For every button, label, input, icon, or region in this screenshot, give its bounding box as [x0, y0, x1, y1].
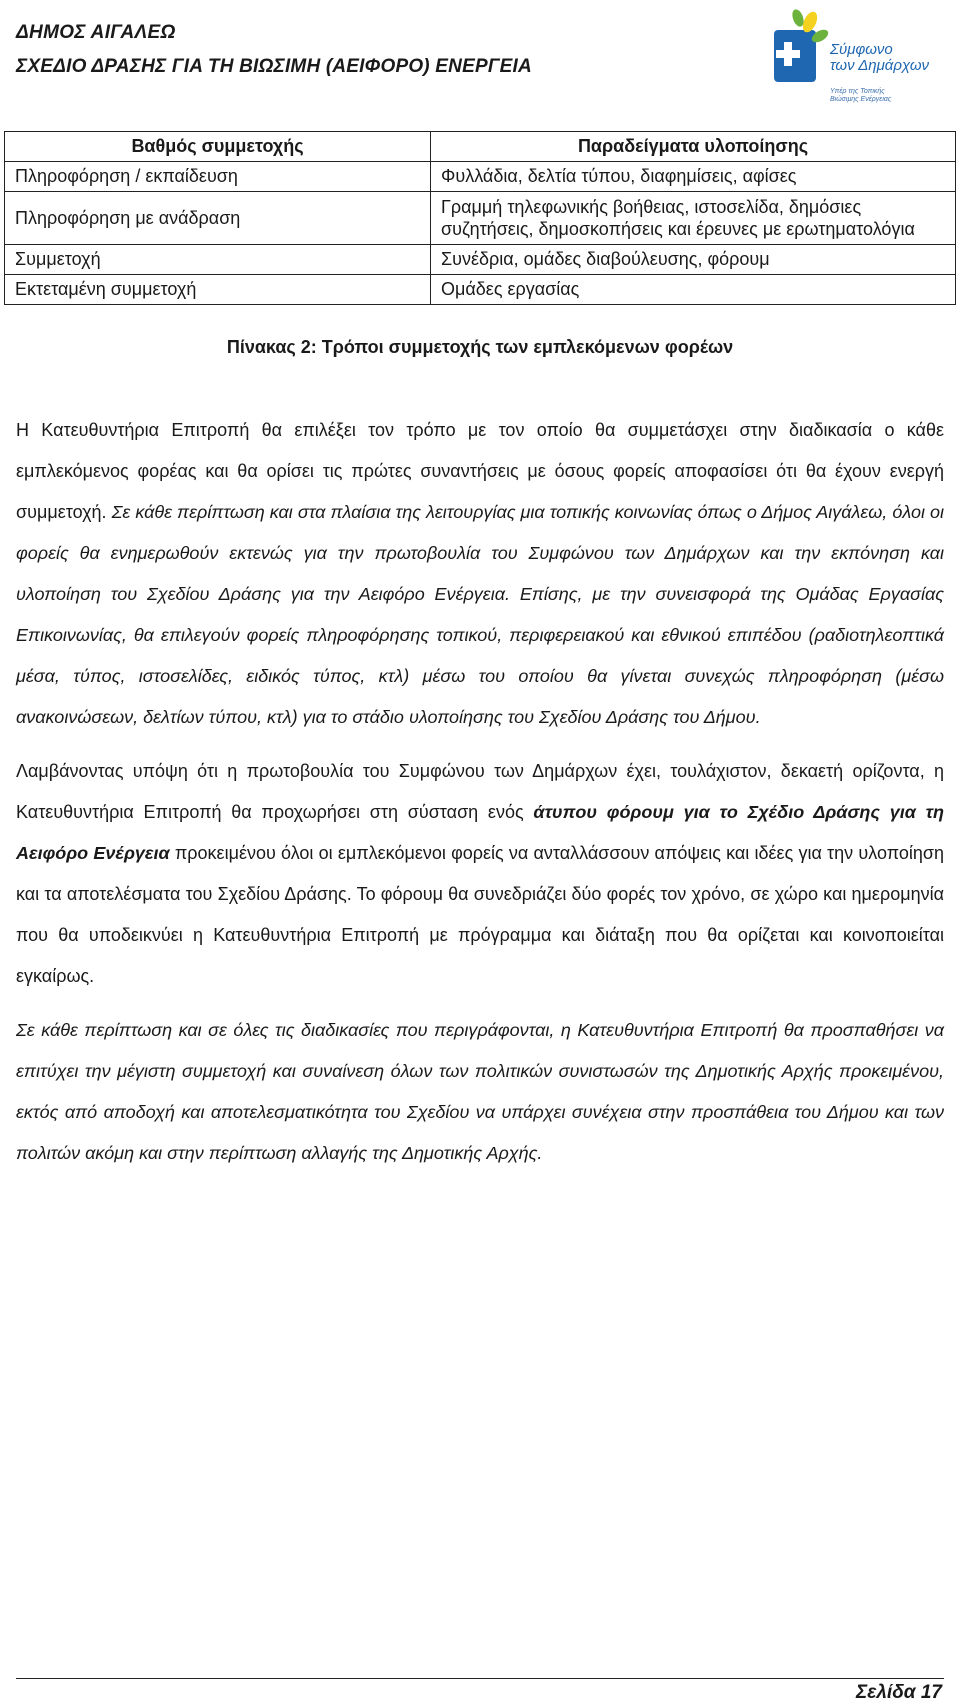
table-row [5, 192, 956, 245]
table-header-row [5, 132, 956, 162]
paragraph-text: Η Κατευθυντήρια Επιτροπή θα επιλέξει τον τρόπο με τον οποίο θα συμμετάσχει στην διαδικασία ο κάθε εμπλεκόμενος φορέας και θα ορίσει τις πρώτες συναντήσεις με όσους φορείς αποφασίσει ότι θα έχουν ενεργή συμμετοχή. [16, 420, 944, 522]
table-caption: Πίνακας 2: Τρόποι συμμετοχής των εμπλεκόμενων φορέων [226, 337, 734, 357]
table-row [5, 162, 956, 192]
table-cell: Ομάδες εργασίας [431, 275, 956, 305]
table-header-cell: Παραδείγματα υλοποίησης [431, 132, 956, 162]
logo-tagline-line2: Βιώσιμης Ενέργειας [830, 96, 892, 103]
document-title: ΣΧΕΔΙΟ ΔΡΑΣΗΣ ΓΙΑ ΤΗ ΒΙΩΣΙΜΗ (ΑΕΙΦΟΡΟ) ΕΝΕΡΓΕΙΑ [16, 56, 532, 77]
table-header-cell: Βαθμός συμμετοχής [5, 132, 431, 162]
paragraph: Σε κάθε περίπτωση και σε όλες τις διαδικασίες που περιγράφονται, η Κατευθυντήρια Επιτροπή θα προσπαθήσει να επιτύχει την μέγιστη συμμετοχή και συναίνεση όλων των πολιτικών συνιστωσών της Δημοτικής Αρχής προκειμένου, εκτός από αποδοχή και αποτελεσματικότητα του Σχεδίου να υπάρχει συνέχεια στην προσπάθεια του Δήμου και των πολιτών ακόμη και στην περίπτωση αλλαγής της Δημοτικής Αρχής. [16, 1020, 944, 1163]
municipality-name: ΔΗΜΟΣ ΑΙΓΑΛΕΩ [16, 22, 176, 43]
table-cell: Πληροφόρηση με ανάδραση [5, 192, 431, 245]
paragraph-text: προκειμένου όλοι οι εμπλεκόμενοι φορείς να ανταλλάσσουν απόψεις και ιδέες για την υλοποίηση και τα αποτελέσματα του Σχεδίου Δράσης. Το φόρουμ θα συνεδριάζει δύο φορές τον χρόνο, σε χώρο και ημερομηνία που θα υποδεικνύει η Κατευθυντήρια Επιτροπή με πρόγραμμα και διάταξη που θα ορίζεται και κοινοποιείται εγκαίρως. [16, 843, 944, 986]
table-cell: Φυλλάδια, δελτία τύπου, διαφημίσεις, αφίσες [431, 162, 956, 192]
table-cell: Συμμετοχή [5, 245, 431, 275]
logo-name-line1: Σύμφωνο [830, 41, 893, 58]
logo-tagline-line1: Υπέρ της Τοπικής [830, 88, 885, 95]
paragraph [16, 410, 944, 738]
covenant-of-mayors-logo [770, 8, 940, 104]
footer-divider [16, 1678, 944, 1679]
table-row [5, 245, 956, 275]
body-text [16, 410, 944, 1187]
logo-emblem-icon [770, 8, 830, 88]
logo-name-line2: των Δημάρχων [830, 57, 930, 74]
table-cell: Εκτεταμένη συμμετοχή [5, 275, 431, 305]
document-header [16, 22, 532, 78]
table-cell: Συνέδρια, ομάδες διαβούλευσης, φόρουμ [431, 245, 956, 275]
paragraph-bold-text: άτυπου φόρουμ για το Σχέδιο Δράσης για τη Αειφόρο Ενέργεια [16, 802, 944, 863]
paragraph [16, 751, 944, 997]
paragraph-text: Λαμβάνοντας υπόψη ότι η πρωτοβουλία του Συμφώνου των Δημάρχων έχει, τουλάχιστον, δεκαετή ορίζοντα, η Κατευθυντήρια Επιτροπή θα προχωρήσει στη σύσταση ενός [16, 761, 944, 822]
table-cell: Γραμμή τηλεφωνικής βοήθειας, ιστοσελίδα, δημόσιες συζητήσεις, δημοσκοπήσεις και έρευνες με ερωτηματολόγια [431, 192, 956, 245]
page-number: Σελίδα 17 [856, 1682, 942, 1703]
participation-table [4, 131, 956, 305]
table-cell: Πληροφόρηση / εκπαίδευση [5, 162, 431, 192]
table-row [5, 275, 956, 305]
paragraph-italic-text: Επίσης, με την συνεισφορά της Ομάδας Εργασίας Επικοινωνίας, θα επιλεγούν φορείς πληροφόρησης τοπικού, περιφερειακού και εθνικού επιπέδου (ραδιοτηλεοπτικά μέσα, τύπος, ιστοσελίδες, ειδικός τύπος, κτλ) μέσω του οποίου θα γίνεται συνεχώς πληροφόρηση (μέσω ανακοινώσεων, δελτίων τύπου, κτλ) για το στάδιο υλοποίησης του Σχεδίου Δράσης του Δήμου. [16, 584, 944, 727]
paragraph-italic-text: Σε κάθε περίπτωση και στα πλαίσια της λειτουργίας μια τοπικής κοινωνίας όπως ο Δήμος Αιγάλεω, όλοι οι φορείς θα ενημερωθούν εκτενώς για την πρωτοβουλία του Συμφώνου των Δημάρχων και την εκπόνηση και υλοποίηση του Σχεδίου Δράσης για την Αειφόρο Ενέργεια. [16, 502, 944, 604]
